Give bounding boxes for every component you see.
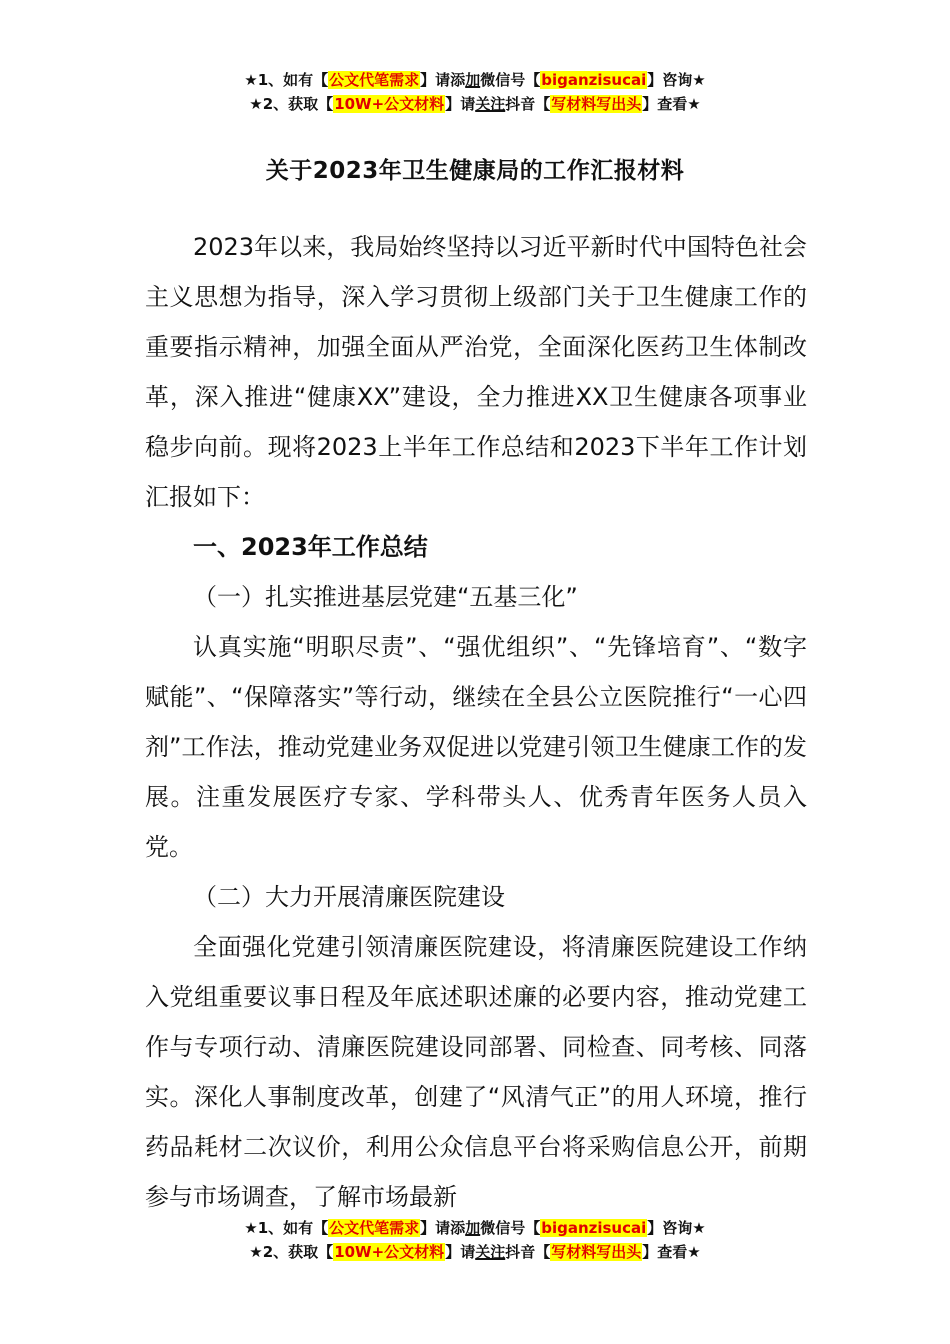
bottom-promo-banner xyxy=(0,1216,950,1264)
promo-highlight: 公文代笔需求 xyxy=(329,71,420,89)
promo-text: 微信号【 xyxy=(480,71,541,89)
top-promo-banner xyxy=(0,68,950,116)
promo-text: 】请添 xyxy=(420,71,466,89)
promo-text: ★2、获取【 xyxy=(249,1243,334,1261)
promo-highlight: 写材料写出头 xyxy=(551,1243,642,1261)
promo-text: 】咨询★ xyxy=(647,71,706,89)
promo-text: 】请添 xyxy=(420,1219,466,1237)
promo-highlight: 10W+公文材料 xyxy=(334,1243,445,1261)
document-title: 关于2023年卫生健康局的工作汇报材料 xyxy=(265,158,685,184)
promo-highlight: biganzisucai xyxy=(541,1219,647,1237)
promo-underline: 关注 xyxy=(475,95,506,113)
paragraph: 全面强化党建引领清廉医院建设，将清廉医院建设工作纳入党组重要议事日程及年底述职述廉的必要内容，推动党建工作与专项行动、清廉医院建设同部署、同检查、同考核、同落实。深化人事制度改革，创建了“风清气正”的用人环境，推行药品耗材二次议价，利用公众信息平台将采购信息公开，前期参与市场调查，了解市场最新 xyxy=(145,933,807,1211)
promo-highlight: 写材料写出头 xyxy=(551,95,642,113)
promo-text: 微信号【 xyxy=(480,1219,541,1237)
promo-text: ★1、如有【 xyxy=(244,71,329,89)
promo-highlight: 公文代笔需求 xyxy=(329,1219,420,1237)
promo-line-2 xyxy=(0,92,950,116)
promo-highlight: biganzisucai xyxy=(541,71,647,89)
promo-text: ★1、如有【 xyxy=(244,1219,329,1237)
promo-text: ★2、获取【 xyxy=(249,95,334,113)
promo-text: 】查看★ xyxy=(642,1243,701,1261)
promo-text: 】查看★ xyxy=(642,95,701,113)
subsection-heading: （一）扎实推进基层党建“五基三化” xyxy=(193,583,578,611)
promo-line-2 xyxy=(0,1240,950,1264)
subsection-heading: （二）大力开展清廉医院建设 xyxy=(193,883,505,911)
paragraph: 认真实施“明职尽责”、“强优组织”、“先锋培育”、“数字赋能”、“保障落实”等行动，继续在全县公立医院推行“一心四剂”工作法，推动党建业务双促进以党建引领卫生健康工作的发展。注重发展医疗专家、学科带头人、优秀青年医务人员入党。 xyxy=(145,633,807,861)
promo-text: 】请 xyxy=(445,95,476,113)
promo-underline: 加 xyxy=(465,1219,481,1237)
promo-underline: 关注 xyxy=(475,1243,506,1261)
document-body xyxy=(145,222,807,1222)
promo-text: 抖音【 xyxy=(505,1243,551,1261)
promo-underline: 加 xyxy=(465,71,481,89)
promo-line-1 xyxy=(0,1216,950,1240)
section-heading: 一、2023年工作总结 xyxy=(193,533,428,561)
promo-text: 】请 xyxy=(445,1243,476,1261)
paragraph-intro: 2023年以来，我局始终坚持以习近平新时代中国特色社会主义思想为指导，深入学习贯彻上级部门关于卫生健康工作的重要指示精神，加强全面从严治党，全面深化医药卫生体制改革，深入推进“健康XX”建设，全力推进XX卫生健康各项事业稳步向前。现将2023上半年工作总结和2023下半年工作计划汇报如下： xyxy=(145,233,807,511)
promo-highlight: 10W+公文材料 xyxy=(334,95,445,113)
promo-text: 】咨询★ xyxy=(647,1219,706,1237)
promo-text: 抖音【 xyxy=(505,95,551,113)
promo-line-1 xyxy=(0,68,950,92)
